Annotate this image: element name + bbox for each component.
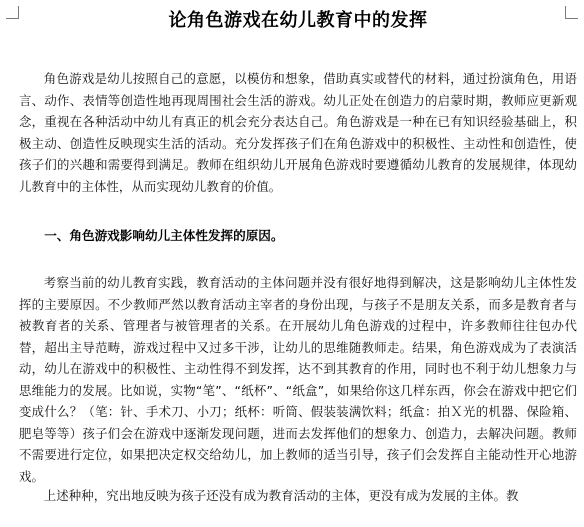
document-title: 论角色游戏在幼儿教育中的发挥 bbox=[168, 10, 428, 31]
section-heading: 一、角色游戏影响幼儿主体性发挥的原因。 bbox=[44, 228, 284, 243]
cut-off-paragraph-line: 上述种种，究出地反映为孩子还没有成为教育活动的主体，更没有成为发展的主体。教 bbox=[43, 488, 519, 503]
intro-paragraph: 角色游戏是幼儿按照自己的意愿，以模仿和想象，借助真实或替代的材料，通过扮演角色，用语言、动作、表情等创造性地再现周围社会生活的游戏。幼儿正处在创造力的启蒙时期，教师应更新观念，重视在各种活动中幼儿有真正的机会充分表达自己。角色游戏是一种在已有知识经验基础上，积极主动、创造性反映现实生活的活动。充分发挥孩子们在角色游戏中的积极性、主动性和创造性，使孩子们的兴趣和需要得到满足。教师在组织幼儿开展角色游戏时要遵循幼儿教育的发展规律，体现幼儿教育中的主体性，从而实现幼儿教育的价值。 bbox=[19, 71, 577, 194]
section-paragraph: 考察当前的幼儿教育实践，教育活动的主体问题并没有很好地得到解决，这是影响幼儿主体性发挥的主要原因。不少教师严然以教育活动主宰者的身份出现，与孩子不是朋友关系，而多是教育者与被教育者的关系、管理者与被管理者的关系。在开展幼儿角色游戏的过程中，许多教师往往包办代替，超出主导范畴，游戏过程中又过多干涉，让幼儿的思维随教师走。结果，角色游戏成为了表演活动，幼儿在游戏中的积极性、主动性得不到发挥，达不到其教育的作用，同时也不利于幼儿想象力与思维能力的发展。比如说，实物“笔”、“纸杯”、“纸盒”，如果给你这几样东西，你会在游戏中把它们变成什么？（笔：针、手术刀、小刀；纸杯：听筒、假装装满饮料；纸盒：拍Ｘ光的机器、保险箱、肥皂等等）孩子们会在游戏中逐渐发现问题，进而去发挥他们的想象力、创造力，去解决问题。教师不需要进行定位，如果把决定权交给幼儿，加上教师的适当引导，孩子们会发挥自主能动性开心地游戏。 bbox=[19, 275, 577, 484]
document-body bbox=[19, 8, 577, 507]
page-corner-mark-top-left bbox=[6, 6, 19, 19]
